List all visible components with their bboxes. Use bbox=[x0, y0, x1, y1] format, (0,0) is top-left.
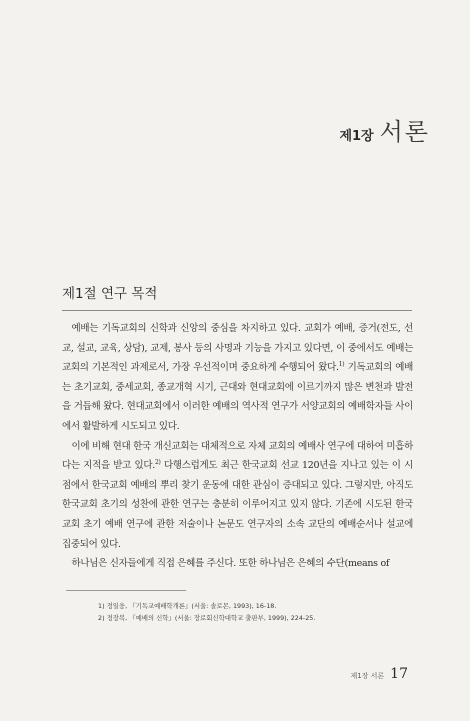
footnote: 2) 정장복, 『예배의 신학』(서울: 장로회신학대학교 출판부, 1999), 224-25. bbox=[98, 614, 316, 622]
section-heading: 제1절 연구 목적 bbox=[62, 282, 412, 311]
footnote-divider bbox=[66, 590, 186, 591]
paragraph-text: 예배는 기독교회의 신학과 신앙의 중심을 차지하고 있다. 교회가 예배, 증거(전도, 선교, 설교, 교육, 상담), 교제, 봉사 등의 사명과 기능을 가지고 있다면, 이 중에서도 예배는 교회의 기본적인 과제로서, 가장 우선적이며 중요하게 수행되어 왔다. bbox=[62, 323, 413, 374]
page-footer bbox=[350, 666, 408, 682]
footnotes bbox=[98, 600, 418, 624]
paragraph bbox=[62, 319, 413, 437]
footnote: 1) 정일웅, 『기독교예배학개론』(서울: 솔로몬, 1993), 16-18. bbox=[98, 602, 277, 610]
page-number: 17 bbox=[390, 666, 408, 682]
paragraph bbox=[62, 554, 413, 574]
paragraph-text: 다행스럽게도 최근 한국교회 선교 120년을 지나고 있는 이 시점에서 한국교회 예배의 뿌리 찾기 운동에 대한 관심이 증대되고 있다. 그렇지만, 아직도 한국교회 초기의 성찬에 관한 연구는 충분히 이루어지고 있지 않다. 기존에 시도된 한국교회 초기 예배 연구에 관한 저술이나 논문도 연구자의 소속 교단의 예배순서나 설교에 집중되어 있다. bbox=[62, 460, 413, 550]
paragraph bbox=[62, 437, 413, 555]
chapter-heading bbox=[339, 112, 430, 147]
chapter-number: 제1장 bbox=[339, 129, 374, 144]
footnote-ref[interactable]: 1) bbox=[338, 361, 345, 369]
paragraph-text: 기독교회의 예배는 초기교회, 중세교회, 종교개혁 시기, 근대와 현대교회에 이르기까지 많은 변천과 발전을 거듭해 왔다. 현대교회에서 이러한 예배의 역사적 연구가 서양교회의 예배학자들 사이에서 활발하게 시도되고 있다. bbox=[62, 362, 413, 432]
paragraph-text: 이에 비해 현대 한국 개신교회는 대체적으로 자체 교회의 예배사 연구에 대하여 미흡하다는 지적을 받고 있다. bbox=[62, 440, 413, 472]
chapter-title: 서론 bbox=[379, 118, 430, 146]
paragraph-text: 하나님은 신자들에게 직접 은혜를 주신다. 또한 하나님은 은혜의 수단(means of bbox=[71, 558, 390, 570]
footnote-ref[interactable]: 2) bbox=[154, 459, 161, 466]
body-text bbox=[62, 319, 413, 574]
running-title: 제1장 서론 bbox=[350, 672, 385, 680]
